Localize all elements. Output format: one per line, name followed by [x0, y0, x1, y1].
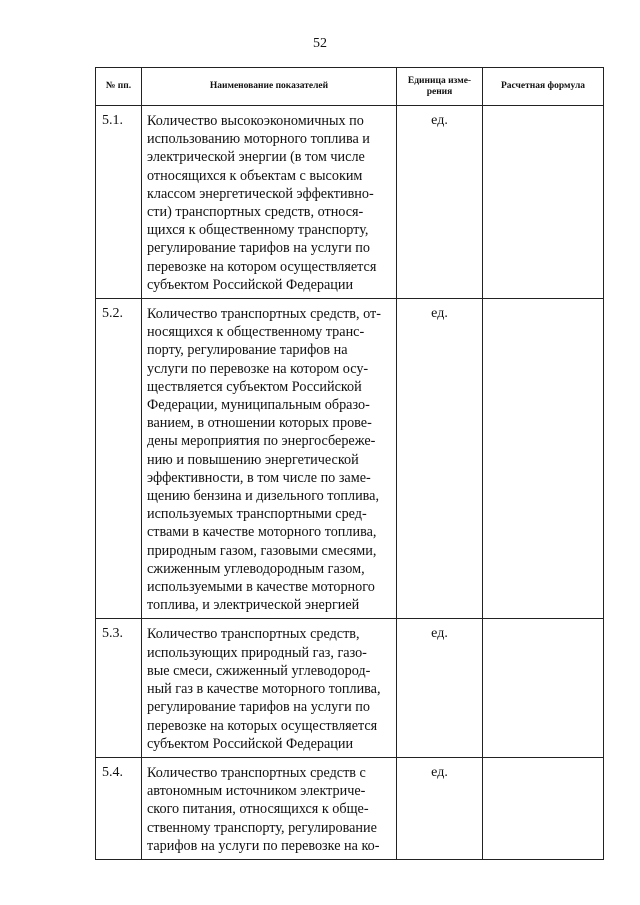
indicator-name-line: регулирование тарифов на услуги по — [147, 240, 370, 257]
indicators-table — [95, 67, 604, 860]
indicator-name-line: нию и повышению энергетической — [147, 451, 359, 468]
row-number: 5.3. — [96, 619, 142, 757]
unit-cell: ед. — [397, 757, 483, 859]
header-unit — [397, 68, 483, 106]
indicator-name-line: Количество транспортных средств, — [147, 626, 360, 643]
indicator-name-line: Количество транспортных средств, от- — [147, 306, 381, 323]
indicator-name-line: носящихся к общественному транс- — [147, 324, 365, 341]
header-unit-label: Единица изме-рения — [407, 75, 472, 97]
unit-cell: ед. — [397, 299, 483, 619]
indicator-name-line: ванием, в отношении которых прове- — [147, 415, 372, 432]
indicator-name-line: щихся к общественному транспорту, — [147, 222, 369, 239]
indicator-name-line: ществляется субъектом Российской — [147, 378, 362, 395]
indicator-name-line: перевозке на которых осуществляется — [147, 717, 378, 734]
indicator-name-line: щению бензина и дизельного топлива, — [147, 488, 380, 505]
indicator-name — [142, 106, 397, 299]
indicator-name-line: используемых транспортными сред- — [147, 506, 367, 523]
row-number: 5.1. — [96, 106, 142, 299]
row-number: 5.4. — [96, 757, 142, 859]
indicator-name-line: использующих природный газ, газо- — [147, 644, 367, 661]
header-name: Наименование показателей — [142, 68, 397, 106]
unit-cell: ед. — [397, 106, 483, 299]
unit-cell: ед. — [397, 619, 483, 757]
indicator-name-line: перевозке на котором осуществляется — [147, 258, 377, 275]
table-header-row — [96, 68, 604, 106]
table-row — [96, 619, 604, 757]
indicator-name-line: порту, регулирование тарифов на — [147, 342, 348, 359]
formula-cell — [483, 619, 604, 757]
indicator-name-line: природным газом, газовыми смесями, — [147, 542, 377, 559]
indicator-name-line: тарифов на услуги по перевозке на ко- — [147, 837, 380, 854]
indicator-name-line: вые смеси, сжиженный углеводород- — [147, 662, 371, 679]
table-row — [96, 106, 604, 299]
indicator-name-line: Количество высокоэкономичных по — [147, 113, 364, 129]
page-number: 52 — [313, 36, 327, 51]
formula-cell — [483, 106, 604, 299]
row-number: 5.2. — [96, 299, 142, 619]
indicator-name-line: субъектом Российской Федерации — [147, 735, 354, 752]
header-number: № пп. — [96, 68, 142, 106]
indicator-name-line: ствами в качестве моторного топлива, — [147, 524, 377, 541]
table-row — [96, 299, 604, 619]
indicator-name — [142, 299, 397, 619]
indicator-name-line: относящихся к объектам с высоким — [147, 167, 363, 184]
header-formula: Расчетная формула — [483, 68, 604, 106]
indicator-name-line: Федерации, муниципальным образо- — [147, 397, 370, 414]
indicator-name-line: дены мероприятия по энергосбереже- — [147, 433, 376, 450]
formula-cell — [483, 299, 604, 619]
indicator-name-line: ный газ в качестве моторного топлива, — [147, 681, 381, 698]
table-body — [96, 106, 604, 860]
indicator-name-line: сжиженным углеводородным газом, — [147, 560, 365, 577]
indicator-name-line: автономным источником электриче- — [147, 783, 366, 800]
indicator-name-line: классом энергетической эффективно- — [147, 185, 374, 202]
indicator-name-line: электрической энергии (в том числе — [147, 149, 365, 166]
indicator-name-line: ственному транспорту, регулирование — [147, 819, 377, 836]
indicator-name — [142, 757, 397, 859]
indicator-name-line: субъектом Российской Федерации — [147, 276, 354, 293]
indicator-name-line: услуги по перевозке на котором осу- — [147, 360, 369, 377]
indicator-name-line: Количество транспортных средств с — [147, 764, 366, 781]
table-row — [96, 757, 604, 859]
indicator-name-line: топлива, и электрической энергией — [147, 597, 360, 614]
indicator-name-line: регулирование тарифов на услуги по — [147, 699, 370, 716]
indicator-name-line: ского питания, относящихся к обще- — [147, 801, 369, 818]
formula-cell — [483, 757, 604, 859]
indicator-name-line: сти) транспортных средств, относя- — [147, 204, 364, 221]
indicator-name — [142, 619, 397, 757]
indicator-name-line: используемыми в качестве моторного — [147, 579, 375, 596]
indicator-name-line: эффективности, в том числе по заме- — [147, 469, 371, 486]
indicator-name-line: использованию моторного топлива и — [147, 131, 370, 148]
